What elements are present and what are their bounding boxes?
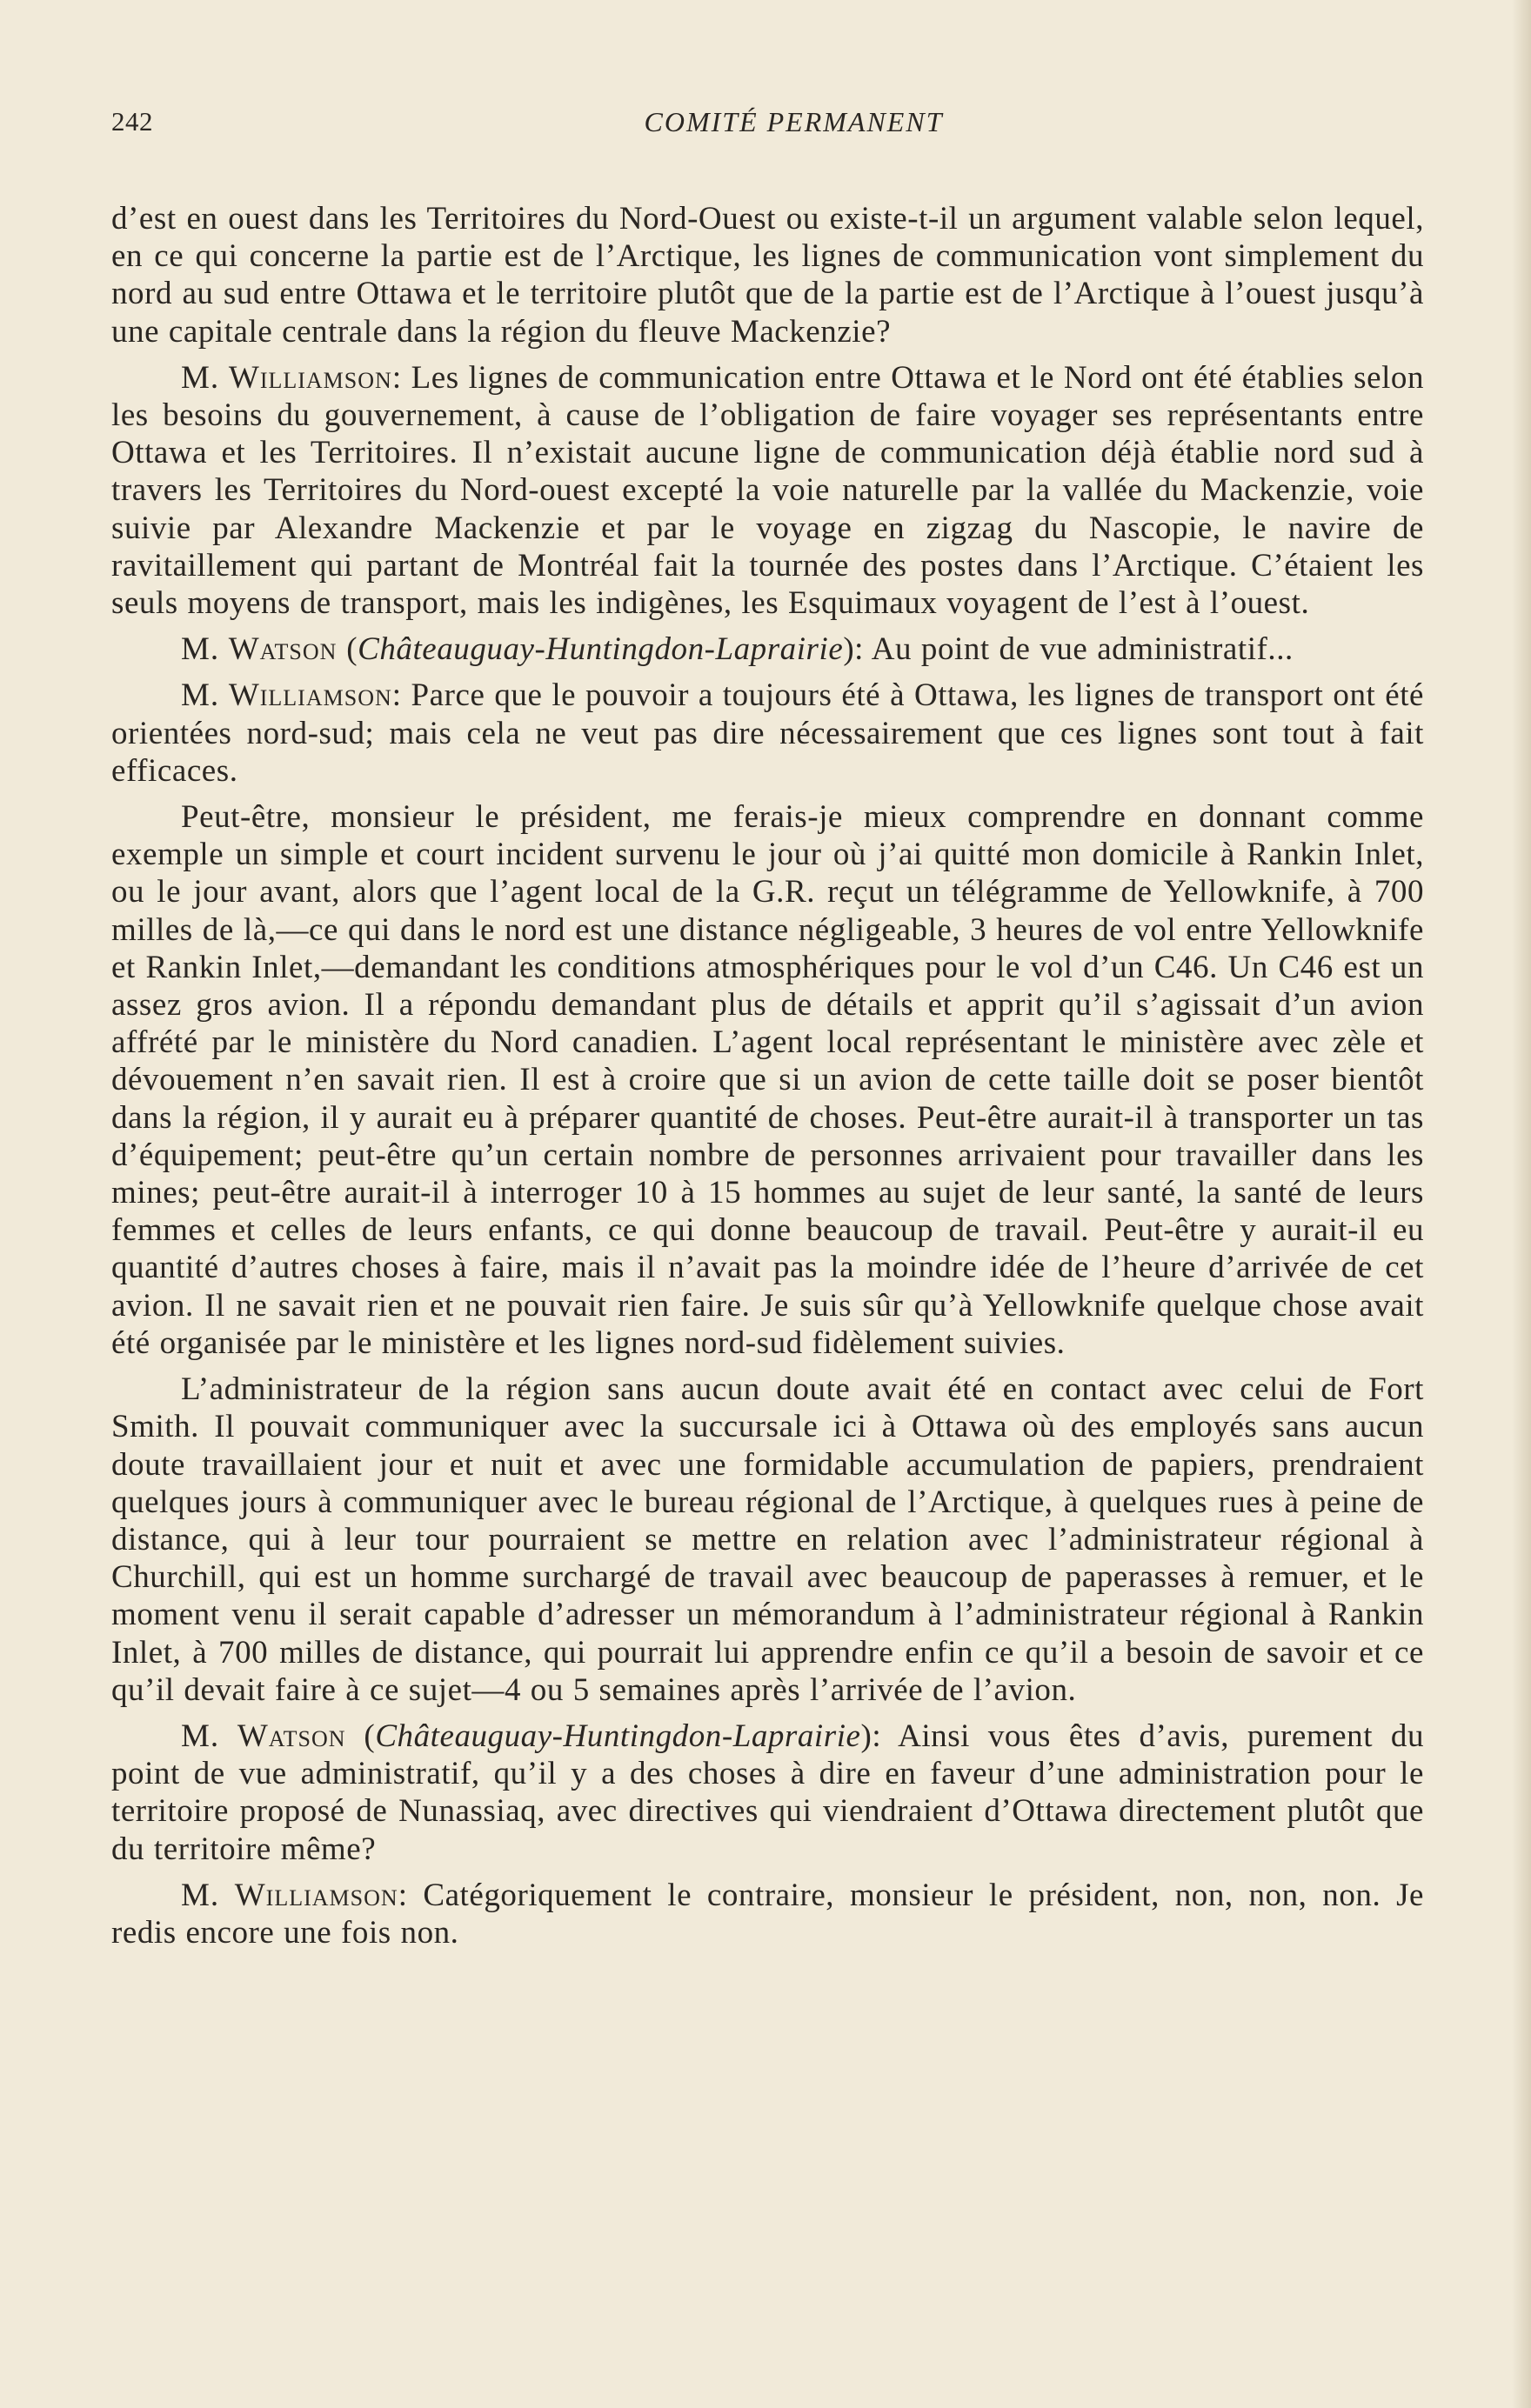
paragraph: M. Watson (Châteauguay-Huntingdon-Laprairie): Ainsi vous êtes d’avis, purement du point de vue administratif, qu’il y a des choses à dire en faveur d’une administration pour le territoire proposé de Nunassiaq, avec directives qui viendraient d’Ottawa directement plutôt que du territoire même? bbox=[111, 1718, 1425, 1867]
paragraph bbox=[111, 798, 1424, 1362]
running-head: COMITÉ PERMANENT bbox=[644, 106, 944, 137]
page-body bbox=[111, 200, 1424, 1951]
riding-name: Châteauguay-Huntingdon-Laprairie bbox=[358, 631, 844, 668]
speaker-name: M. Williamson bbox=[181, 677, 392, 714]
paragraph-text: Peut-être, monsieur le président, me ferais-je mieux comprendre en donnant comme exemple un simple et court incident survenu le jour où j’ai quitté mon domicile à Rankin Inlet, ou le jour avant, alors que l’agent local de la G.R. reçut un télégramme de Yellowknife, à 700 milles de là,—ce qui dans le nord est une distance négligeable, 3 heures de vol entre Yellowknife et Rankin Inlet,—demandant les conditions atmosphériques pour le vol d’un C46. Un C46 est un assez gros avion. Il a répondu demandant plus de détails et apprit qu’il s’agissait d’un avion affrété par le ministère du Nord canadien. L’agent local représentant le ministère avec zèle et dévouement n’en savait rien. Il est à croire que si un avion de cette taille doit se poser bientôt dans la région, il y aurait eu à préparer quantité de choses. Peut-être aurait-il à transporter un tas d’équipement; peut-être qu’un certain nombre de personnes arrivaient pour travailler dans les mines; peut-être aurait-il à interroger 10 à 15 hommes au sujet de leur santé, la santé de leurs femmes et celles de leurs enfants, ce qui donne beaucoup de travail. Peut-être y aurait-il eu quantité d’autres choses à faire, mais il n’avait pas la moindre idée de l’heure d’arrivée de cet avion. Il ne savait rien et ne pouvait rien faire. Je suis sûr qu’à Yellowknife quelque chose avait été organisée par le ministère et les lignes nord-sud fidèlement suivies. bbox=[111, 799, 1424, 1361]
paragraph: M. Watson (Châteauguay-Huntingdon-Laprairie): Au point de vue administratif... bbox=[181, 631, 1294, 668]
paragraph-text: L’administrateur de la région sans aucun doute avait été en contact avec celui de Fort Smith. Il pouvait communiquer avec la succursale ici à Ottawa où des employés sans aucun doute travaillaient jour et nuit et avec une formidable accumulation de papiers, prendraient quelques jours à communiquer avec le bureau régional de l’Arctique, à quelques rues à peine de distance, qui à leur tour pourraient se mettre en relation avec l’administrateur régional à Churchill, qui est un homme surchargé de travail avec beaucoup de paperasses à remuer, et le moment venu il serait capable d’adresser un mémorandum à l’administrateur régional à Rankin Inlet, à 700 milles de distance, qui pourrait lui apprendre enfin ce qu’il a besoin de savoir et ce qu’il devait faire à ce sujet—4 ou 5 semaines après l’arrivée de l’avion. bbox=[111, 1371, 1424, 1708]
paragraph bbox=[111, 1371, 1424, 1709]
speaker-name: M. Watson bbox=[181, 1718, 346, 1754]
paragraph-text: Parce que le pouvoir a toujours été à Ottawa, les lignes de transport ont été orientées nord-sud; mais cela ne veut pas dire nécessairement que ces lignes sont tout à fait efficaces. bbox=[111, 677, 1425, 789]
page-edge-shadow bbox=[1512, 0, 1531, 2408]
paragraph-text: Ainsi vous êtes d’avis, purement du point de vue administratif, qu’il y a des choses à dire en faveur d’une administration pour le territoire proposé de Nunassiaq, avec directives qui viendraient d’Ottawa directement plutôt que du territoire même? bbox=[111, 1718, 1425, 1867]
paragraph bbox=[111, 200, 1424, 350]
speaker-name: M. Watson bbox=[181, 631, 338, 668]
page-header bbox=[111, 106, 1424, 150]
page-number: 242 bbox=[111, 106, 153, 137]
paragraph-text: Au point de vue administratif... bbox=[871, 631, 1294, 668]
riding-name: Châteauguay-Huntingdon-Laprairie bbox=[375, 1718, 861, 1754]
paragraph: M. Williamson: Les lignes de communication entre Ottawa et le Nord ont été établies selon les besoins du gouvernement, à cause de l’obligation de faire voyager ses représentants entre Ottawa et les Territoires. Il n’existait aucune ligne de communication déjà établie nord sud à travers les Territoires du Nord-ouest excepté la voie naturelle par la vallée du Mackenzie, voie suivie par Alexandre Mackenzie et par le voyage en zigzag du Nascopie, le navire de ravitaillement qui partant de Montréal fait la tournée des postes dans l’Arctique. C’étaient les seuls moyens de transport, mais les indigènes, les Esquimaux voyagent de l’est à l’ouest. bbox=[111, 359, 1424, 622]
paragraph-text: d’est en ouest dans les Territoires du Nord-Ouest ou existe-t-il un argument valable selon lequel, en ce qui concerne la partie est de l’Arctique, les lignes de communication vont simplement du nord au sud entre Ottawa et le territoire plutôt que de la partie est de l’Arctique à l’ouest jusqu’à une capitale centrale dans la région du fleuve Mackenzie? bbox=[111, 201, 1424, 350]
paragraph-text: Catégoriquement le contraire, monsieur le président, non, non, non. Je redis encore une fois non. bbox=[111, 1877, 1424, 1951]
speaker-name: M. Williamson bbox=[181, 359, 392, 396]
paragraph: M. Williamson: Catégoriquement le contraire, monsieur le président, non, non, non. Je redis encore une fois non. bbox=[111, 1877, 1424, 1951]
speaker-name: M. Williamson bbox=[181, 1877, 398, 1913]
paragraph: M. Williamson: Parce que le pouvoir a toujours été à Ottawa, les lignes de transport ont été orientées nord-sud; mais cela ne veut pas dire nécessairement que ces lignes sont tout à fait efficaces. bbox=[111, 677, 1425, 789]
paragraph-text: Les lignes de communication entre Ottawa et le Nord ont été établies selon les besoins du gouvernement, à cause de l’obligation de faire voyager ses représentants entre Ottawa et les Territoires. Il n’existait aucune ligne de communication déjà établie nord sud à travers les Territoires du Nord-ouest excepté la voie naturelle par la vallée du Mackenzie, voie suivie par Alexandre Mackenzie et par le voyage en zigzag du Nascopie, le navire de ravitaillement qui partant de Montréal fait la tournée des postes dans l’Arctique. C’étaient les seuls moyens de transport, mais les indigènes, les Esquimaux voyagent de l’est à l’ouest. bbox=[111, 359, 1424, 622]
